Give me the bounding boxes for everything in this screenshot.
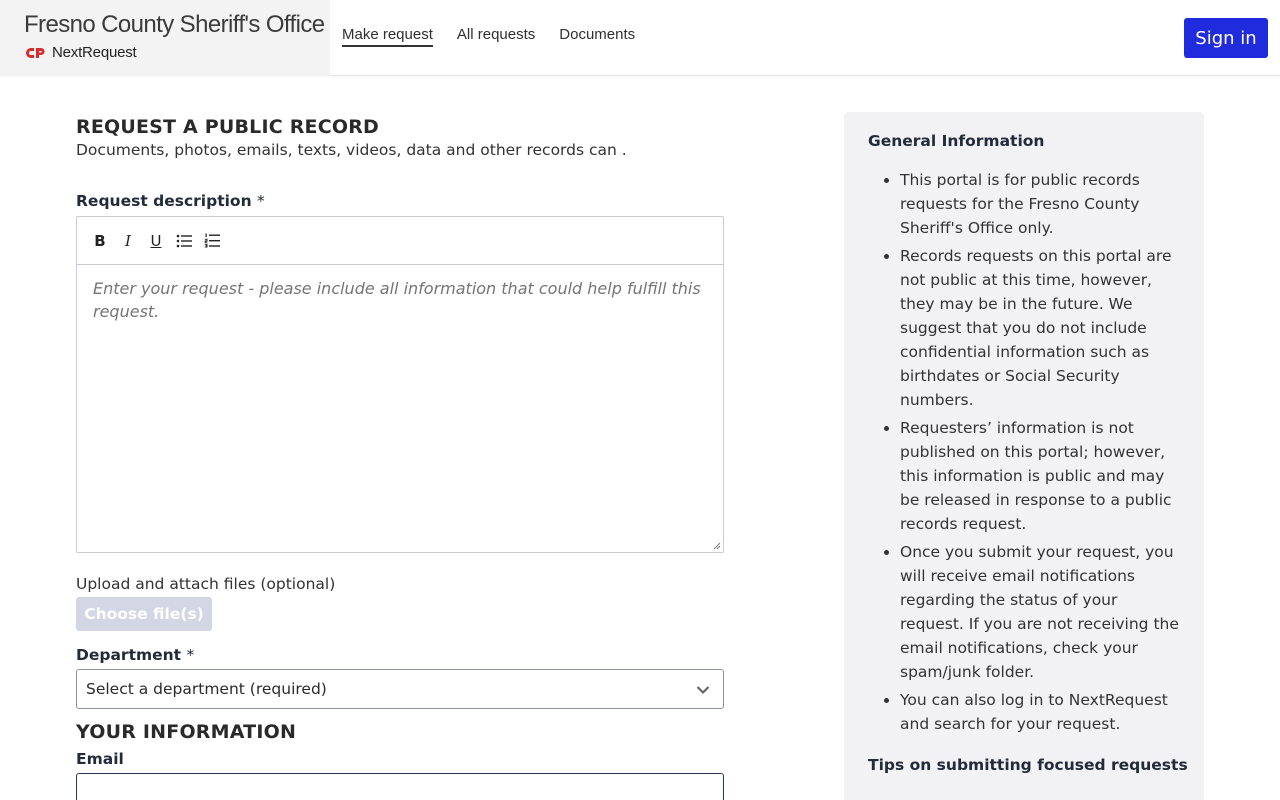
request-description-label: [76, 192, 265, 210]
underline-icon[interactable]: U: [150, 231, 162, 250]
page-subtitle: Documents, photos, emails, texts, videos, data and other records can .: [76, 141, 627, 159]
agency-name: Fresno County Sheriff's Office: [24, 11, 325, 38]
required-mark: *: [186, 646, 195, 664]
department-select[interactable]: [76, 669, 724, 709]
bold-icon[interactable]: B: [94, 231, 106, 250]
list-item: • Records requests on this portal are not public at this time, however, they may be in the future. We suggest that you do not include confidential information such as birthdates or Social Security numbers.: [900, 244, 1180, 412]
tips-heading: Tips on submitting focused requests: [868, 756, 1188, 774]
email-label: Email: [76, 750, 124, 768]
editor-toolbar: [77, 217, 723, 265]
nav-all-requests[interactable]: All requests: [456, 26, 536, 43]
list-item: • Requesters’ information is not published on this portal; however, this information is public and may be released in response to a public records request.: [900, 416, 1180, 536]
department-selected-value: Select a department (required): [86, 680, 327, 698]
brand-block: [0, 0, 330, 76]
your-information-heading: YOUR INFORMATION: [76, 721, 297, 743]
list-item: • This portal is for public records requests for the Fresno County Sheriff's Office only.: [900, 168, 1180, 240]
chevron-down-icon: [696, 683, 710, 697]
list-item: • You can also log in to NextRequest and search for your request.: [900, 688, 1180, 736]
choose-files-button[interactable]: Choose file(s): [76, 597, 212, 631]
top-header: [0, 0, 1280, 76]
nextrequest-brand: [25, 44, 137, 61]
platform-name: NextRequest: [52, 44, 137, 61]
nextrequest-logo-icon: [25, 47, 46, 59]
request-description-editor: [76, 216, 724, 553]
sign-in-button[interactable]: Sign in: [1184, 18, 1268, 58]
request-description-input[interactable]: [77, 265, 723, 552]
general-information-list: [868, 168, 1180, 736]
request-description-label-text: Request description: [76, 192, 252, 210]
department-label-text: Department: [76, 646, 182, 664]
department-label: [76, 646, 194, 664]
numbered-list-icon[interactable]: [203, 231, 221, 251]
nav-documents[interactable]: Documents: [559, 26, 636, 43]
list-item: • Once you submit your request, you will receive email notifications regarding the status of your request. If you are not receiving the email notifications, check your spam/junk folder.: [900, 540, 1180, 684]
bulleted-list-icon[interactable]: [175, 231, 193, 251]
nav-make-request[interactable]: Make request: [342, 26, 433, 47]
general-information-panel: [844, 112, 1204, 800]
request-form: [76, 116, 724, 768]
upload-label: Upload and attach files (optional): [76, 575, 336, 593]
resize-handle-icon[interactable]: [713, 542, 721, 550]
main-nav: [342, 26, 635, 47]
italic-icon[interactable]: I: [125, 231, 131, 250]
email-field[interactable]: [76, 773, 724, 800]
general-information-title: General Information: [868, 132, 1045, 150]
page-title: REQUEST A PUBLIC RECORD: [76, 116, 380, 138]
required-mark: *: [257, 192, 265, 210]
